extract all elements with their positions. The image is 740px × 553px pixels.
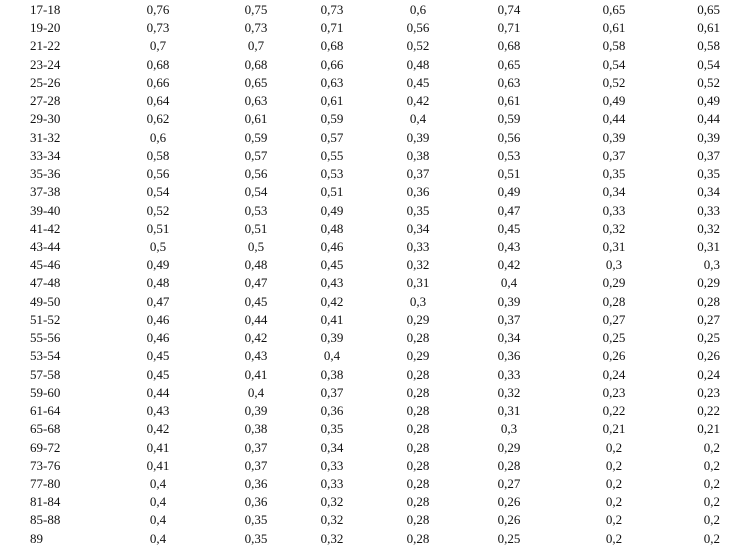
table-cell: 0,45 xyxy=(244,293,268,309)
table-cell: 0,39 xyxy=(320,330,344,346)
table-cell: 0,37 xyxy=(602,147,626,163)
table-cell: 0,61 xyxy=(602,20,626,36)
row-range-label: 41-42 xyxy=(30,220,61,236)
table-cell: 0,39 xyxy=(406,129,430,145)
table-cell: 0,73 xyxy=(320,2,344,17)
table-cell: 0,32 xyxy=(320,530,344,546)
table-cell: 0,57 xyxy=(320,129,344,145)
table-cell: 0,36 xyxy=(406,184,430,200)
table-cell: 0,37 xyxy=(697,147,720,163)
row-range-label: 33-34 xyxy=(30,147,61,163)
table-cell: 0,27 xyxy=(497,475,521,491)
table-cell: 0,49 xyxy=(497,184,521,200)
table-cell: 0,28 xyxy=(697,293,720,309)
table-cell: 0,29 xyxy=(497,439,521,455)
table-cell: 0,39 xyxy=(602,129,626,145)
table-cell: 0,47 xyxy=(497,202,521,218)
table-cell: 0,41 xyxy=(146,439,170,455)
row-range-label: 37-38 xyxy=(30,184,61,200)
table-row xyxy=(0,420,740,438)
table-cell: 0,3 xyxy=(409,293,427,309)
table-row xyxy=(0,384,740,402)
table-row xyxy=(0,439,740,457)
table-cell: 0,35 xyxy=(697,166,720,182)
table-cell: 0,65 xyxy=(497,56,521,72)
table-cell: 0,71 xyxy=(320,20,344,36)
table-cell: 0,28 xyxy=(497,457,521,473)
row-range-label: 45-46 xyxy=(30,257,61,273)
table-cell: 0,52 xyxy=(697,74,720,90)
table-cell: 0,7 xyxy=(149,38,167,54)
table-cell: 0,25 xyxy=(602,330,626,346)
table-cell: 0,34 xyxy=(406,220,430,236)
table-cell: 0,61 xyxy=(244,111,268,127)
table-cell: 0,31 xyxy=(497,403,521,419)
table-cell: 0,7 xyxy=(247,38,265,54)
table-cell: 0,28 xyxy=(406,457,430,473)
table-cell: 0,74 xyxy=(497,2,521,17)
table-cell: 0,51 xyxy=(497,166,521,182)
row-range-label: 81-84 xyxy=(30,494,61,510)
table-cell: 0,53 xyxy=(244,202,268,218)
table-cell: 0,39 xyxy=(497,293,521,309)
table-cell: 0,29 xyxy=(697,275,720,291)
table-cell: 0,35 xyxy=(406,202,430,218)
table-cell: 0,37 xyxy=(320,384,344,400)
row-range-label: 29-30 xyxy=(30,111,61,127)
table-cell: 0,48 xyxy=(146,275,170,291)
table-cell: 0,22 xyxy=(697,403,720,419)
table-cell: 0,31 xyxy=(697,238,720,254)
table-cell: 0,68 xyxy=(320,38,344,54)
table-cell: 0,33 xyxy=(406,238,430,254)
table-cell: 0,36 xyxy=(497,348,521,364)
table-row xyxy=(0,493,740,511)
table-cell: 0,2 xyxy=(703,494,720,510)
table-cell: 0,63 xyxy=(244,93,268,109)
table-cell: 0,31 xyxy=(406,275,430,291)
table-cell: 0,59 xyxy=(244,129,268,145)
table-cell: 0,55 xyxy=(320,147,344,163)
table-cell: 0,36 xyxy=(244,475,268,491)
row-range-label: 85-88 xyxy=(30,512,61,528)
table-cell: 0,46 xyxy=(320,238,344,254)
table-cell: 0,43 xyxy=(497,238,521,254)
table-cell: 0,58 xyxy=(146,147,170,163)
row-range-label: 51-52 xyxy=(30,311,61,327)
table-cell: 0,73 xyxy=(146,20,170,36)
table-cell: 0,32 xyxy=(406,257,430,273)
row-range-label: 57-58 xyxy=(30,366,61,382)
table-cell: 0,65 xyxy=(697,2,720,17)
row-range-label: 55-56 xyxy=(30,330,61,346)
table-cell: 0,56 xyxy=(146,166,170,182)
table-row xyxy=(0,256,740,274)
table-cell: 0,28 xyxy=(602,293,626,309)
table-cell: 0,63 xyxy=(320,74,344,90)
table-cell: 0,56 xyxy=(244,166,268,182)
table-cell: 0,36 xyxy=(244,494,268,510)
table-cell: 0,35 xyxy=(244,530,268,546)
table-row xyxy=(0,202,740,220)
table-cell: 0,41 xyxy=(320,311,344,327)
row-range-label: 65-68 xyxy=(30,421,61,437)
table-row xyxy=(0,74,740,92)
table-cell: 0,45 xyxy=(406,74,430,90)
table-cell: 0,32 xyxy=(602,220,626,236)
table-cell: 0,28 xyxy=(406,439,430,455)
table-cell: 0,51 xyxy=(146,220,170,236)
table-cell: 0,52 xyxy=(602,74,626,90)
table-cell: 0,35 xyxy=(602,166,626,182)
table-cell: 0,28 xyxy=(406,512,430,528)
row-range-label: 61-64 xyxy=(30,403,61,419)
table-cell: 0,37 xyxy=(497,311,521,327)
row-range-label: 39-40 xyxy=(30,202,61,218)
table-cell: 0,28 xyxy=(406,530,430,546)
table-cell: 0,35 xyxy=(244,512,268,528)
table-cell: 0,54 xyxy=(146,184,170,200)
table-cell: 0,33 xyxy=(697,202,720,218)
table-cell: 0,4 xyxy=(149,512,167,528)
table-cell: 0,28 xyxy=(406,403,430,419)
table-cell: 0,52 xyxy=(406,38,430,54)
table-cell: 0,43 xyxy=(320,275,344,291)
table-cell: 0,68 xyxy=(146,56,170,72)
table-cell: 0,53 xyxy=(497,147,521,163)
table-cell: 0,27 xyxy=(697,311,720,327)
table-cell: 0,48 xyxy=(244,257,268,273)
table-row xyxy=(0,92,740,110)
table-cell: 0,34 xyxy=(320,439,344,455)
table-cell: 0,2 xyxy=(605,512,623,528)
table-cell: 0,23 xyxy=(602,384,626,400)
table-row xyxy=(0,347,740,365)
table-cell: 0,28 xyxy=(406,330,430,346)
table-cell: 0,26 xyxy=(697,348,720,364)
table-cell: 0,33 xyxy=(602,202,626,218)
table-cell: 0,24 xyxy=(602,366,626,382)
table-cell: 0,43 xyxy=(244,348,268,364)
table-cell: 0,76 xyxy=(146,2,170,17)
table-row xyxy=(0,402,740,420)
table-cell: 0,2 xyxy=(703,457,720,473)
table-cell: 0,37 xyxy=(244,457,268,473)
table-row xyxy=(0,530,740,548)
table-cell: 0,2 xyxy=(605,494,623,510)
table-cell: 0,4 xyxy=(500,275,518,291)
table-row xyxy=(0,129,740,147)
table-cell: 0,46 xyxy=(146,330,170,346)
table-cell: 0,54 xyxy=(244,184,268,200)
table-cell: 0,2 xyxy=(605,457,623,473)
table-cell: 0,42 xyxy=(497,257,521,273)
table-cell: 0,45 xyxy=(320,257,344,273)
table-row xyxy=(0,56,740,74)
row-range-label: 77-80 xyxy=(30,475,61,491)
row-range-label: 27-28 xyxy=(30,93,61,109)
table-cell: 0,61 xyxy=(497,93,521,109)
table-cell: 0,56 xyxy=(497,129,521,145)
table-cell: 0,32 xyxy=(697,220,720,236)
table-cell: 0,3 xyxy=(703,257,720,273)
table-cell: 0,61 xyxy=(320,93,344,109)
table-row xyxy=(0,366,740,384)
table-row xyxy=(0,1,740,19)
table-cell: 0,46 xyxy=(146,311,170,327)
table-cell: 0,32 xyxy=(320,512,344,528)
table-cell: 0,31 xyxy=(602,238,626,254)
table-cell: 0,29 xyxy=(602,275,626,291)
table-cell: 0,33 xyxy=(320,475,344,491)
table-cell: 0,33 xyxy=(497,366,521,382)
row-range-label: 43-44 xyxy=(30,238,61,254)
row-range-label: 25-26 xyxy=(30,74,61,90)
table-row xyxy=(0,183,740,201)
table-cell: 0,36 xyxy=(320,403,344,419)
table-cell: 0,45 xyxy=(497,220,521,236)
table-cell: 0,2 xyxy=(703,530,720,546)
table-cell: 0,28 xyxy=(406,475,430,491)
table-cell: 0,2 xyxy=(703,439,720,455)
table-cell: 0,41 xyxy=(146,457,170,473)
table-cell: 0,65 xyxy=(244,74,268,90)
table-cell: 0,42 xyxy=(146,421,170,437)
table-cell: 0,47 xyxy=(244,275,268,291)
row-range-label: 59-60 xyxy=(30,384,61,400)
row-range-label: 69-72 xyxy=(30,439,61,455)
table-row xyxy=(0,220,740,238)
table-cell: 0,21 xyxy=(697,421,720,437)
table-cell: 0,56 xyxy=(406,20,430,36)
table-cell: 0,42 xyxy=(320,293,344,309)
table-cell: 0,44 xyxy=(602,111,626,127)
table-cell: 0,63 xyxy=(497,74,521,90)
table-cell: 0,24 xyxy=(697,366,720,382)
table-cell: 0,2 xyxy=(605,439,623,455)
table-cell: 0,2 xyxy=(703,512,720,528)
table-cell: 0,5 xyxy=(247,238,265,254)
table-cell: 0,45 xyxy=(146,348,170,364)
table-row xyxy=(0,110,740,128)
row-range-label: 47-48 xyxy=(30,275,61,291)
table-cell: 0,26 xyxy=(497,512,521,528)
table-cell: 0,33 xyxy=(320,457,344,473)
table-row xyxy=(0,19,740,37)
table-cell: 0,37 xyxy=(244,439,268,455)
table-cell: 0,34 xyxy=(602,184,626,200)
table-cell: 0,42 xyxy=(406,93,430,109)
table-cell: 0,59 xyxy=(320,111,344,127)
table-cell: 0,4 xyxy=(149,530,167,546)
table-cell: 0,51 xyxy=(320,184,344,200)
table-row xyxy=(0,293,740,311)
table-row xyxy=(0,165,740,183)
table-cell: 0,39 xyxy=(697,129,720,145)
table-row xyxy=(0,329,740,347)
row-range-label: 31-32 xyxy=(30,129,61,145)
table-cell: 0,49 xyxy=(146,257,170,273)
table-cell: 0,27 xyxy=(602,311,626,327)
row-range-label: 23-24 xyxy=(30,56,61,72)
table-cell: 0,29 xyxy=(406,348,430,364)
table-cell: 0,58 xyxy=(602,38,626,54)
table-cell: 0,6 xyxy=(149,129,167,145)
row-range-label: 35-36 xyxy=(30,166,61,182)
table-cell: 0,54 xyxy=(697,56,720,72)
table-cell: 0,57 xyxy=(244,147,268,163)
table-cell: 0,32 xyxy=(497,384,521,400)
table-row xyxy=(0,37,740,55)
table-cell: 0,71 xyxy=(497,20,521,36)
table-cell: 0,66 xyxy=(146,74,170,90)
table-cell: 0,66 xyxy=(320,56,344,72)
table-row xyxy=(0,274,740,292)
table-cell: 0,5 xyxy=(149,238,167,254)
table-cell: 0,59 xyxy=(497,111,521,127)
table-row xyxy=(0,147,740,165)
table-cell: 0,3 xyxy=(500,421,518,437)
table-cell: 0,38 xyxy=(244,421,268,437)
table-cell: 0,22 xyxy=(602,403,626,419)
table-cell: 0,34 xyxy=(497,330,521,346)
table-cell: 0,44 xyxy=(146,384,170,400)
row-range-label: 21-22 xyxy=(30,38,61,54)
table-cell: 0,2 xyxy=(605,475,623,491)
table-cell: 0,34 xyxy=(697,184,720,200)
table-cell: 0,4 xyxy=(149,494,167,510)
table-row xyxy=(0,511,740,529)
row-range-label: 17-18 xyxy=(30,2,61,17)
table-cell: 0,47 xyxy=(146,293,170,309)
table-cell: 0,29 xyxy=(406,311,430,327)
row-range-label: 53-54 xyxy=(30,348,61,364)
table-cell: 0,3 xyxy=(605,257,623,273)
table-cell: 0,62 xyxy=(146,111,170,127)
table-cell: 0,4 xyxy=(323,348,341,364)
table-cell: 0,49 xyxy=(697,93,720,109)
table-row xyxy=(0,238,740,256)
table-cell: 0,35 xyxy=(320,421,344,437)
table-cell: 0,28 xyxy=(406,366,430,382)
table-row xyxy=(0,457,740,475)
table-cell: 0,32 xyxy=(320,494,344,510)
table-cell: 0,28 xyxy=(406,494,430,510)
table-cell: 0,75 xyxy=(244,2,268,17)
table-cell: 0,25 xyxy=(497,530,521,546)
table-cell: 0,68 xyxy=(244,56,268,72)
table-cell: 0,23 xyxy=(697,384,720,400)
table-cell: 0,37 xyxy=(406,166,430,182)
table-row xyxy=(0,475,740,493)
table-cell: 0,43 xyxy=(146,403,170,419)
table-cell: 0,38 xyxy=(406,147,430,163)
table-cell: 0,4 xyxy=(149,475,167,491)
table-cell: 0,48 xyxy=(406,56,430,72)
table-cell: 0,2 xyxy=(605,530,623,546)
table-cell: 0,68 xyxy=(497,38,521,54)
table-cell: 0,49 xyxy=(320,202,344,218)
table-cell: 0,39 xyxy=(244,403,268,419)
row-range-label: 19-20 xyxy=(30,20,61,36)
table-cell: 0,26 xyxy=(602,348,626,364)
table-cell: 0,28 xyxy=(406,384,430,400)
table-cell: 0,64 xyxy=(146,93,170,109)
table-cell: 0,49 xyxy=(602,93,626,109)
table-cell: 0,48 xyxy=(320,220,344,236)
table-cell: 0,41 xyxy=(244,366,268,382)
row-range-label: 73-76 xyxy=(30,457,61,473)
table-cell: 0,54 xyxy=(602,56,626,72)
table-cell: 0,53 xyxy=(320,166,344,182)
table-cell: 0,42 xyxy=(244,330,268,346)
table-cell: 0,28 xyxy=(406,421,430,437)
table-cell: 0,44 xyxy=(697,111,720,127)
table-cell: 0,25 xyxy=(697,330,720,346)
table-cell: 0,61 xyxy=(697,20,720,36)
table-cell: 0,65 xyxy=(602,2,626,17)
table-cell: 0,52 xyxy=(146,202,170,218)
table-cell: 0,2 xyxy=(703,475,720,491)
table-cell: 0,73 xyxy=(244,20,268,36)
table-cell: 0,4 xyxy=(409,111,427,127)
table-cell: 0,58 xyxy=(697,38,720,54)
table-cell: 0,44 xyxy=(244,311,268,327)
table-cell: 0,26 xyxy=(497,494,521,510)
table-cell: 0,21 xyxy=(602,421,626,437)
row-range-label: 89 xyxy=(30,530,43,546)
table-cell: 0,45 xyxy=(146,366,170,382)
table-cell: 0,6 xyxy=(409,2,427,17)
table-row xyxy=(0,311,740,329)
table-cell: 0,4 xyxy=(247,384,265,400)
row-range-label: 49-50 xyxy=(30,293,61,309)
table-cell: 0,51 xyxy=(244,220,268,236)
table-cell: 0,38 xyxy=(320,366,344,382)
